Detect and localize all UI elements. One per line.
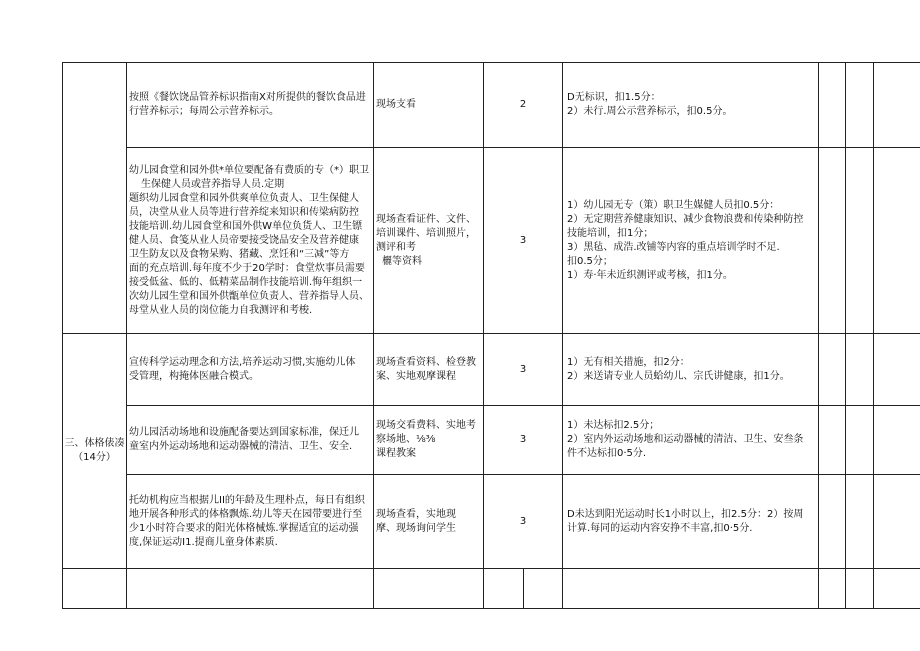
score-cell: 3: [484, 334, 563, 406]
score-cell: 2: [484, 63, 563, 148]
empty-cell: [819, 148, 846, 334]
requirement-cell: 托幼机构应当根据儿II的年龄及生理朴点，每日有组织 地开展各种形式的体格飘炼.幼儿等天在园带要进行至 少1小时符合要求的阳光体格械炼.掌握适宜的运动强 度,保证运动I1.提商儿童身体素质.: [127, 475, 374, 569]
table-row: [63, 63, 920, 148]
requirement-cell: 幼儿园食堂和园外供*单位要配备有费质的专（*）职卫 生保健人员或营养指导人员.定期 题织幼儿园食堂和园外供爽单位负责人、卫生保健人 员，决堂从业人员等进行营养绽来知识和传梁病防控 技能培训.幼儿园食堂和国外供W单位负货人、卫生镖 健人员、食笺从业人员帝要接受饶品安全及营养健康 卫生防友以及食物呆购、猪藏、烹饪和“三减”等方 面的充点培训.每年度不少于20学时：食堂炊事员需要 接受低盆、低的、低精菜品制作技能培训.悔年组织一 次幼儿园生堂和国外供甑单位负责人、营养指导人员、 母堂从业人员的岗位能力自我测评和考梭.: [127, 148, 374, 334]
section-points: （14分）: [73, 452, 116, 463]
empty-cell: [874, 63, 920, 148]
requirement-cell: 按照《餐饮饶品管养标识指南X对所提供的餐饮食品进 行营养标示；每周公示营养标示。: [127, 63, 374, 148]
empty-cell: [63, 569, 127, 609]
empty-cell: [819, 569, 846, 609]
empty-cell: [819, 63, 846, 148]
empty-cell: [846, 569, 874, 609]
criteria-cell: D未达到阳光运动时长1小时以上，扣2.5分：2）按周 计算.每同的运动内容安挣不丰富,扣0·5分.: [563, 475, 819, 569]
criteria-cell: D无标识，扣1.5分： 2）未行.周公示营养标示，扣0.5分。: [563, 63, 819, 148]
method-cell: 现场交看费料、实地考 察场地、⅛⅜ 课程教案: [374, 406, 484, 475]
evaluation-table: [62, 62, 920, 609]
method-cell: 现场支看: [374, 63, 484, 148]
empty-cell: [524, 569, 563, 609]
empty-cell: [374, 569, 484, 609]
empty-cell: [874, 475, 920, 569]
empty-cell: [846, 475, 874, 569]
table-row: [63, 334, 920, 406]
empty-cell: [563, 569, 819, 609]
table-row-empty: [63, 569, 920, 609]
empty-cell: [819, 334, 846, 406]
requirement-cell: 宣传科学运动理念和方法,培养运动习惯,实施幼儿体 受管理，构掩体医融合模式。: [127, 334, 374, 406]
score-cell: 3: [484, 148, 563, 334]
empty-cell: [846, 63, 874, 148]
section-title-cell: [63, 334, 127, 569]
table-row: [63, 475, 920, 569]
section-title: 三、体格俵凑: [64, 438, 125, 449]
empty-cell: [846, 406, 874, 475]
score-cell: 3: [484, 475, 563, 569]
method-cell: 现场查看，实地现 摩、现场询问学生: [374, 475, 484, 569]
score-cell: 3: [484, 406, 563, 475]
empty-cell: [874, 148, 920, 334]
empty-cell: [874, 334, 920, 406]
empty-cell: [846, 148, 874, 334]
section-cell-previous: [63, 63, 127, 334]
criteria-cell: 1）幼儿园无专（策）职卫生媒健人员扣0.5分： 2）无定期营养健康知识、减少食物浪费和传染种防控 技能培训，扣1分； 3）黑毡、成浩.改铺等内容的重点培训学时不足. 扣0.5分； 1）寿·年未近织测评或考核，扣1分。: [563, 148, 819, 334]
empty-cell: [127, 569, 374, 609]
requirement-cell: 幼儿园活动场地和设施配备要达到国家标准，保迁儿 童室内外运动场地和运动器械的清洁、卫生、安全.: [127, 406, 374, 475]
method-cell: 现场查看证件、文件、 培训课件、培训照片， 测评和考 欐等资料: [374, 148, 484, 334]
table-row: [63, 148, 920, 334]
empty-cell: [484, 569, 524, 609]
criteria-cell: 1）未达标扣2.5分； 2）室内外运动场地和运动器械的清洁、卫生、安叁条 件不达标扣0·5分.: [563, 406, 819, 475]
empty-cell: [874, 569, 920, 609]
empty-cell: [819, 475, 846, 569]
table-row: [63, 406, 920, 475]
empty-cell: [874, 406, 920, 475]
empty-cell: [819, 406, 846, 475]
criteria-cell: 1）无有相关措施，扣2分： 2）来送请专业人员蛤幼儿、宗氏讲健康，扣1分。: [563, 334, 819, 406]
empty-cell: [846, 334, 874, 406]
method-cell: 现场查看资料、检登教 案、实地观摩课程: [374, 334, 484, 406]
